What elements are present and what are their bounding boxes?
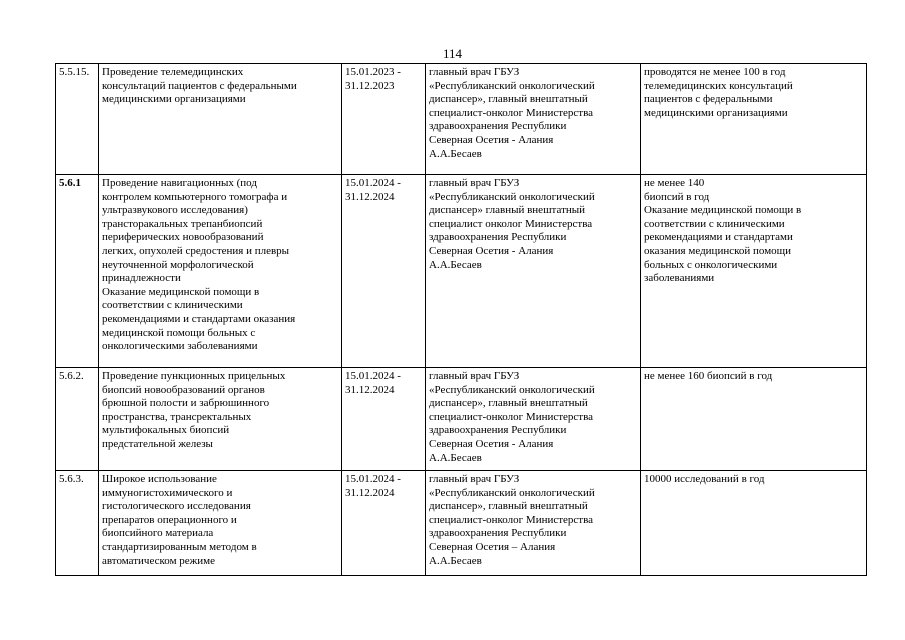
responsible: главный врач ГБУЗ «Республиканский онкологический диспансер», главный внештатный специалист-онколог Министерства здравоохранения Республики Северная Осетия - Алания А.А.Бесаев [426,64,641,175]
item-number: 5.6.1 [56,175,99,368]
table-row [56,471,867,576]
period: 15.01.2024 - 31.12.2024 [342,471,426,576]
expected-result: проводятся не менее 100 в год телемедицинских консультаций пациентов с федеральными медицинскими организациями [641,64,867,175]
task-description: Проведение телемедицинских консультаций пациентов с федеральными медицинскими организациями [99,64,342,175]
task-description: Проведение пункционных прицельных биопсий новообразований органов брюшной полости и забрюшинного пространства, трансректальных мультифокальных биопсий предстательной железы [99,368,342,471]
period: 15.01.2024 - 31.12.2024 [342,368,426,471]
item-number: 5.6.3. [56,471,99,576]
period: 15.01.2024 - 31.12.2024 [342,175,426,368]
responsible: главный врач ГБУЗ «Республиканский онкологический диспансер», главный внештатный специалист-онколог Министерства здравоохранения Республики Северная Осетия – Алания А.А.Бесаев [426,471,641,576]
page-number: 114 [442,46,463,61]
item-number: 5.6.2. [56,368,99,471]
task-description: Проведение навигационных (под контролем компьютерного томографа и ультразвукового исследования) трансторакальных трепанбиопсий периферических новообразований легких, опухолей средостения и плевры неуточненной морфологической принадлежности Оказание медицинской помощи в соответствии с клиническими рекомендациями и стандартами оказания медицинской помощи больных с онкологическими заболеваниями [99,175,342,368]
task-description: Широкое использование иммуногистохимического и гистологического исследования препаратов операционного и биопсийного материала стандартизированным методом в автоматическом режиме [99,471,342,576]
responsible: главный врач ГБУЗ «Республиканский онкологический диспансер» главный внештатный специалист онколог Министерства здравоохранения Республики Северная Осетия - Алания А.А.Бесаев [426,175,641,368]
expected-result: 10000 исследований в год [641,471,867,576]
table-row [56,368,867,471]
table-row [56,175,867,368]
action-plan-table [55,63,867,576]
expected-result: не менее 160 биопсий в год [641,368,867,471]
expected-result: не менее 140 биопсий в год Оказание медицинской помощи в соответствии с клиническими рекомендациями и стандартами оказания медицинской помощи больных с онкологическими заболеваниями [641,175,867,368]
responsible: главный врач ГБУЗ «Республиканский онкологический диспансер», главный внештатный специалист-онколог Министерства здравоохранения Республики Северная Осетия - Алания А.А.Бесаев [426,368,641,471]
item-number: 5.5.15. [56,64,99,175]
period: 15.01.2023 - 31.12.2023 [342,64,426,175]
table-row [56,64,867,175]
